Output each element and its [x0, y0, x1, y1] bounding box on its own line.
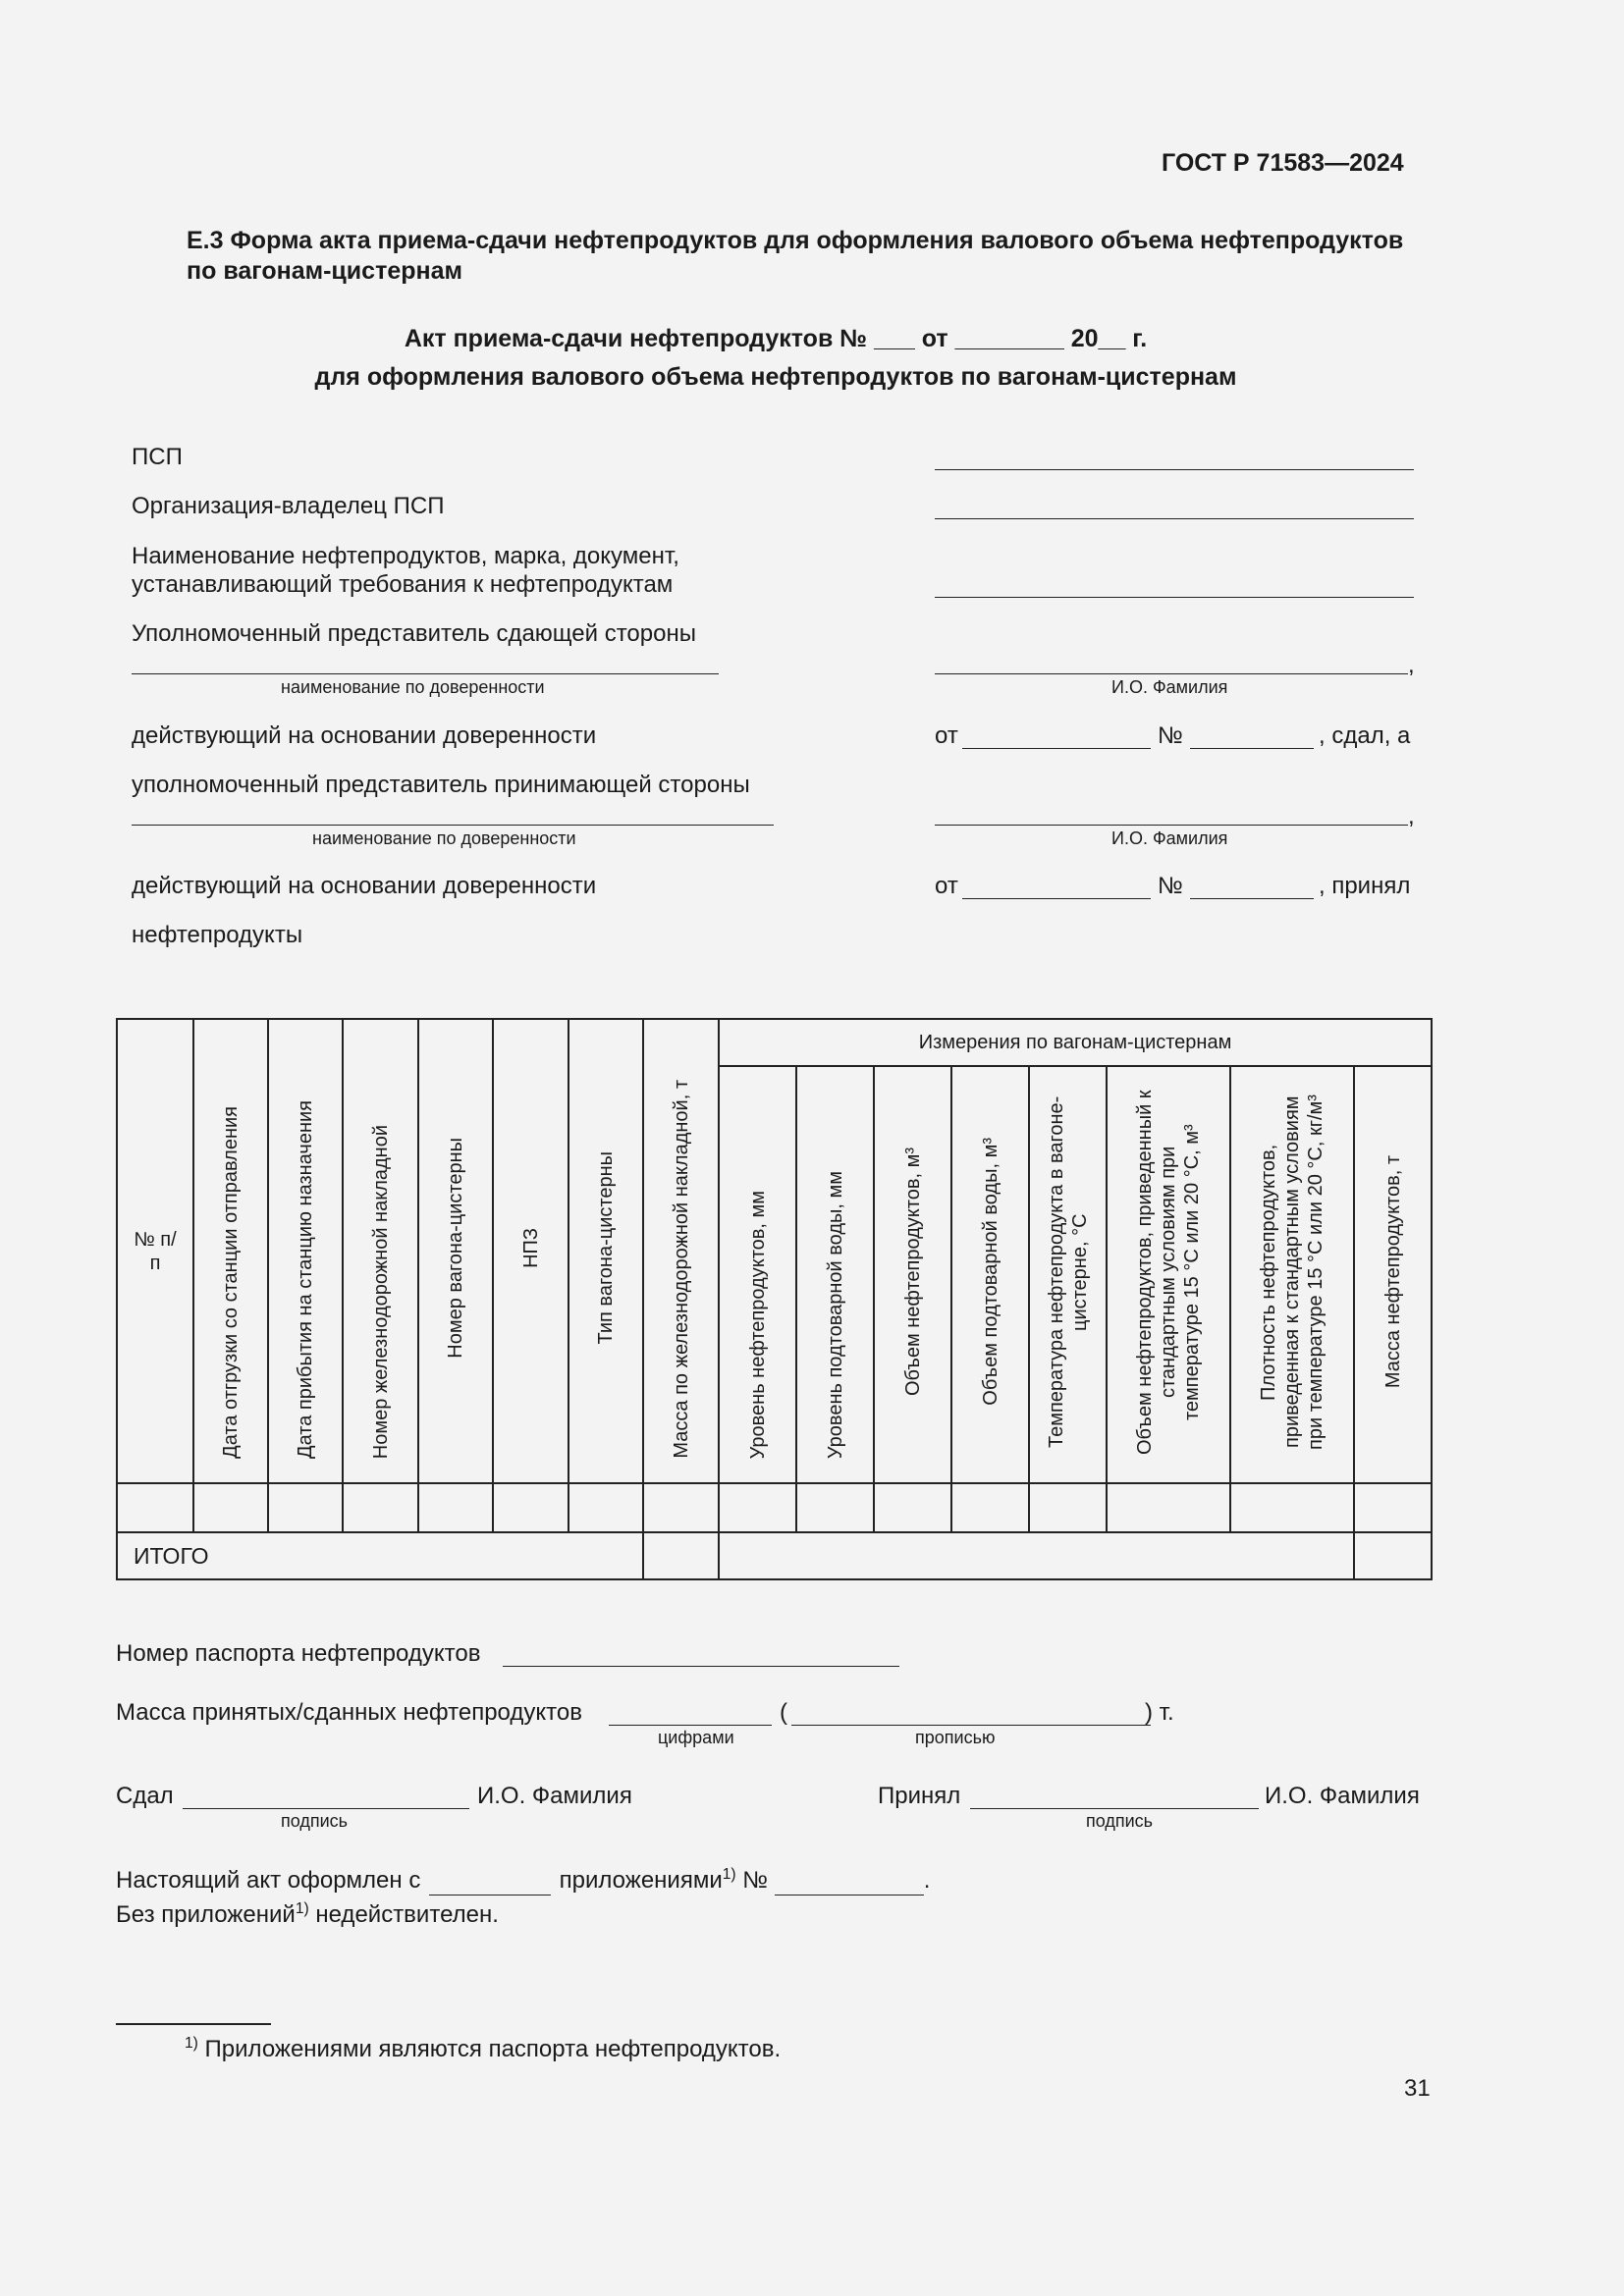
- mass-label: Масса принятых/сданных нефтепродуктов: [116, 1699, 582, 1726]
- handed-label: Сдал: [116, 1783, 174, 1809]
- open-paren: (: [780, 1699, 787, 1726]
- table-cell[interactable]: [418, 1483, 493, 1532]
- col-header-ship-date: [193, 1019, 268, 1483]
- field-product-line2: устанавливающий требования к нефтепродуктам: [132, 571, 674, 598]
- col-header-temperature: [1029, 1066, 1107, 1483]
- sender-no-label: №: [1158, 722, 1183, 749]
- col-header-arrival-date-text: Дата прибытия на станцию назначения: [295, 1100, 316, 1459]
- comma-mark: ,: [1408, 652, 1415, 678]
- footnote-ref: 1): [722, 1866, 736, 1883]
- sender-io-caption: И.О. Фамилия: [1111, 677, 1228, 697]
- table-cell[interactable]: [1107, 1483, 1230, 1532]
- product-blank-line: [935, 597, 1414, 598]
- col-header-wagon-no: [418, 1019, 493, 1483]
- table-cell[interactable]: [493, 1483, 568, 1532]
- sender-name-line: [132, 673, 719, 674]
- act-title-line2: для оформления валового объема нефтепродуктов по вагонам-цистернам: [314, 363, 1237, 391]
- col-header-wagon-no-text: Номер вагона-цистерны: [445, 1138, 466, 1359]
- col-header-num-text: № п/п: [134, 1228, 177, 1274]
- sender-date-line: [962, 748, 1151, 749]
- col-header-std-volume: [1107, 1066, 1230, 1483]
- comma-mark: ,: [1408, 803, 1415, 829]
- handed-io-fam: И.О. Фамилия: [477, 1783, 632, 1809]
- invalid-word: недействителен.: [315, 1901, 499, 1928]
- col-header-num: [117, 1019, 193, 1483]
- accepted-label: Принял: [878, 1783, 961, 1809]
- mass-figures-line: [609, 1725, 772, 1726]
- table-cell[interactable]: [951, 1483, 1029, 1532]
- accepted-signature-line: [970, 1808, 1259, 1809]
- table-cell[interactable]: [1230, 1483, 1354, 1532]
- col-header-std-density-text: Плотность нефтепродуктов, приведенная к стандартным условиям при температуре 15 °С или 20 °С, кг/м³: [1258, 1095, 1326, 1450]
- passport-label: Номер паспорта нефтепродуктов: [116, 1640, 481, 1667]
- col-header-water-level: [796, 1066, 874, 1483]
- section-title-line1: Е.3 Форма акта приема-сдачи нефтепродуктов для оформления валового объема нефтепродуктов: [187, 227, 1404, 254]
- products-text: нефтепродукты: [132, 922, 303, 948]
- field-owner: Организация-владелец ПСП: [132, 493, 445, 519]
- accepted-text: , принял: [1319, 873, 1411, 899]
- sender-from-label: от: [935, 722, 958, 749]
- table-cell[interactable]: [796, 1483, 874, 1532]
- act-with-text: Настоящий акт оформлен с: [116, 1867, 421, 1894]
- handed-signature-caption: подпись: [281, 1811, 349, 1831]
- table-cell[interactable]: [568, 1483, 643, 1532]
- document-code: ГОСТ Р 71583—2024: [1162, 149, 1404, 177]
- col-header-product-level-text: Уровень нефтепродуктов, мм: [746, 1190, 769, 1459]
- receiver-io-line: [935, 825, 1408, 826]
- sender-acting-on: действующий на основании доверенности: [132, 722, 597, 749]
- footnote-separator: [116, 2023, 271, 2025]
- col-header-product-volume: [874, 1066, 951, 1483]
- table-cell[interactable]: [1354, 1483, 1432, 1532]
- total-empty-cell: [719, 1532, 1354, 1579]
- total-product-mass-cell[interactable]: [1354, 1532, 1432, 1579]
- footnote-text: Приложениями являются паспорта нефтепродуктов.: [204, 2036, 782, 2062]
- col-header-wagon-type: [568, 1019, 643, 1483]
- without-word: Без приложений: [116, 1901, 296, 1928]
- col-header-waybill-no-text: Номер железнодорожной накладной: [369, 1124, 392, 1459]
- col-header-water-level-text: Уровень подтоварной воды, мм: [824, 1170, 846, 1459]
- sender-io-line: [935, 673, 1408, 674]
- total-waybill-mass-cell[interactable]: [643, 1532, 719, 1579]
- table-row: [117, 1483, 1432, 1532]
- section-title-line2: по вагонам-цистернам: [187, 257, 462, 285]
- act-appendices-text: [116, 1866, 930, 1896]
- psp-blank-line: [935, 469, 1414, 470]
- field-rep-receiver: уполномоченный представитель принимающей стороны: [132, 772, 750, 798]
- total-label: ИТОГО: [117, 1532, 643, 1579]
- receiver-io-caption: И.О. Фамилия: [1111, 828, 1228, 848]
- act-title-line1: Акт приема-сдачи нефтепродуктов № ___ от ________ 20__ г.: [404, 325, 1148, 352]
- mass-unit: ) т.: [1145, 1699, 1174, 1726]
- field-rep-sender: Уполномоченный представитель сдающей стороны: [132, 620, 696, 647]
- receiver-from-label: от: [935, 873, 958, 899]
- table-cell[interactable]: [268, 1483, 343, 1532]
- receiver-no-line: [1190, 898, 1314, 899]
- col-header-temperature-text: Температура нефтепродукта в вагоне-цистерне, °С: [1045, 1095, 1091, 1449]
- field-product-line1: Наименование нефтепродуктов, марка, документ,: [132, 543, 679, 569]
- period-mark: .: [923, 1867, 931, 1894]
- col-header-arrival-date: [268, 1019, 343, 1483]
- col-header-refinery: [493, 1019, 568, 1483]
- table-cell[interactable]: [117, 1483, 193, 1532]
- mass-figures-caption: цифрами: [658, 1728, 734, 1747]
- receiver-acting-on: действующий на основании доверенности: [132, 873, 597, 899]
- table-cell[interactable]: [193, 1483, 268, 1532]
- receiver-name-caption: наименование по доверенности: [312, 828, 576, 848]
- table-cell[interactable]: [343, 1483, 418, 1532]
- owner-blank-line: [935, 518, 1414, 519]
- passport-blank-line: [503, 1666, 899, 1667]
- footnote: [185, 2035, 781, 2063]
- sender-name-caption: наименование по доверенности: [281, 677, 545, 697]
- appendix-no-label: №: [742, 1867, 769, 1894]
- sender-no-line: [1190, 748, 1314, 749]
- col-header-std-volume-text: Объем нефтепродуктов, приведенный к стандартным условиям при температуре 15 °С или 20 °С, м³: [1134, 1090, 1203, 1455]
- table-cell[interactable]: [1029, 1483, 1107, 1532]
- col-header-refinery-text: НПЗ: [519, 1228, 542, 1268]
- accepted-signature-caption: подпись: [1086, 1811, 1154, 1831]
- col-header-product-level: [719, 1066, 796, 1483]
- receiver-no-label: №: [1158, 873, 1183, 899]
- footnote-ref: 1): [295, 1900, 309, 1917]
- col-header-water-volume-text: Объем подтоварной воды, м³: [979, 1138, 1001, 1406]
- footnote-mark: 1): [185, 2035, 198, 2052]
- receiver-name-line: [132, 825, 774, 826]
- col-header-waybill-mass-text: Масса по железнодорожной накладной, т: [670, 1080, 692, 1459]
- handed-signature-line: [183, 1808, 469, 1809]
- col-header-std-density: [1230, 1066, 1354, 1483]
- col-header-water-volume: [951, 1066, 1029, 1483]
- handed-text: , сдал, а: [1319, 722, 1411, 749]
- appendix-no-line: [775, 1867, 924, 1896]
- col-header-product-volume-text: Объем нефтепродуктов, м³: [901, 1147, 924, 1396]
- table-cell[interactable]: [643, 1483, 719, 1532]
- appendix-count-line: [429, 1867, 551, 1896]
- group-header-measurements-text: Измерения по вагонам-цистернам: [918, 1031, 1232, 1053]
- col-header-wagon-type-text: Тип вагона-цистерны: [595, 1151, 617, 1345]
- table-cell[interactable]: [719, 1483, 796, 1532]
- col-header-ship-date-text: Дата отгрузки со станции отправления: [220, 1106, 242, 1459]
- col-header-product-mass-text: Масса нефтепродуктов, т: [1381, 1154, 1404, 1389]
- table-cell[interactable]: [874, 1483, 951, 1532]
- col-header-waybill-mass: [643, 1019, 719, 1483]
- receiver-date-line: [962, 898, 1151, 899]
- page-number: 31: [1404, 2075, 1431, 2102]
- col-header-waybill-no: [343, 1019, 418, 1483]
- col-header-product-mass: [1354, 1066, 1432, 1483]
- without-appendices-text: [116, 1900, 499, 1929]
- mass-words-caption: прописью: [915, 1728, 996, 1747]
- mass-words-line: [791, 1725, 1151, 1726]
- total-row: [117, 1532, 1432, 1579]
- accepted-io-fam: И.О. Фамилия: [1265, 1783, 1420, 1809]
- field-psp: ПСП: [132, 444, 183, 470]
- wagon-measurements-table: [116, 1018, 1433, 1580]
- appendices-word: приложениями: [559, 1867, 723, 1894]
- group-header-measurements: [719, 1019, 1432, 1066]
